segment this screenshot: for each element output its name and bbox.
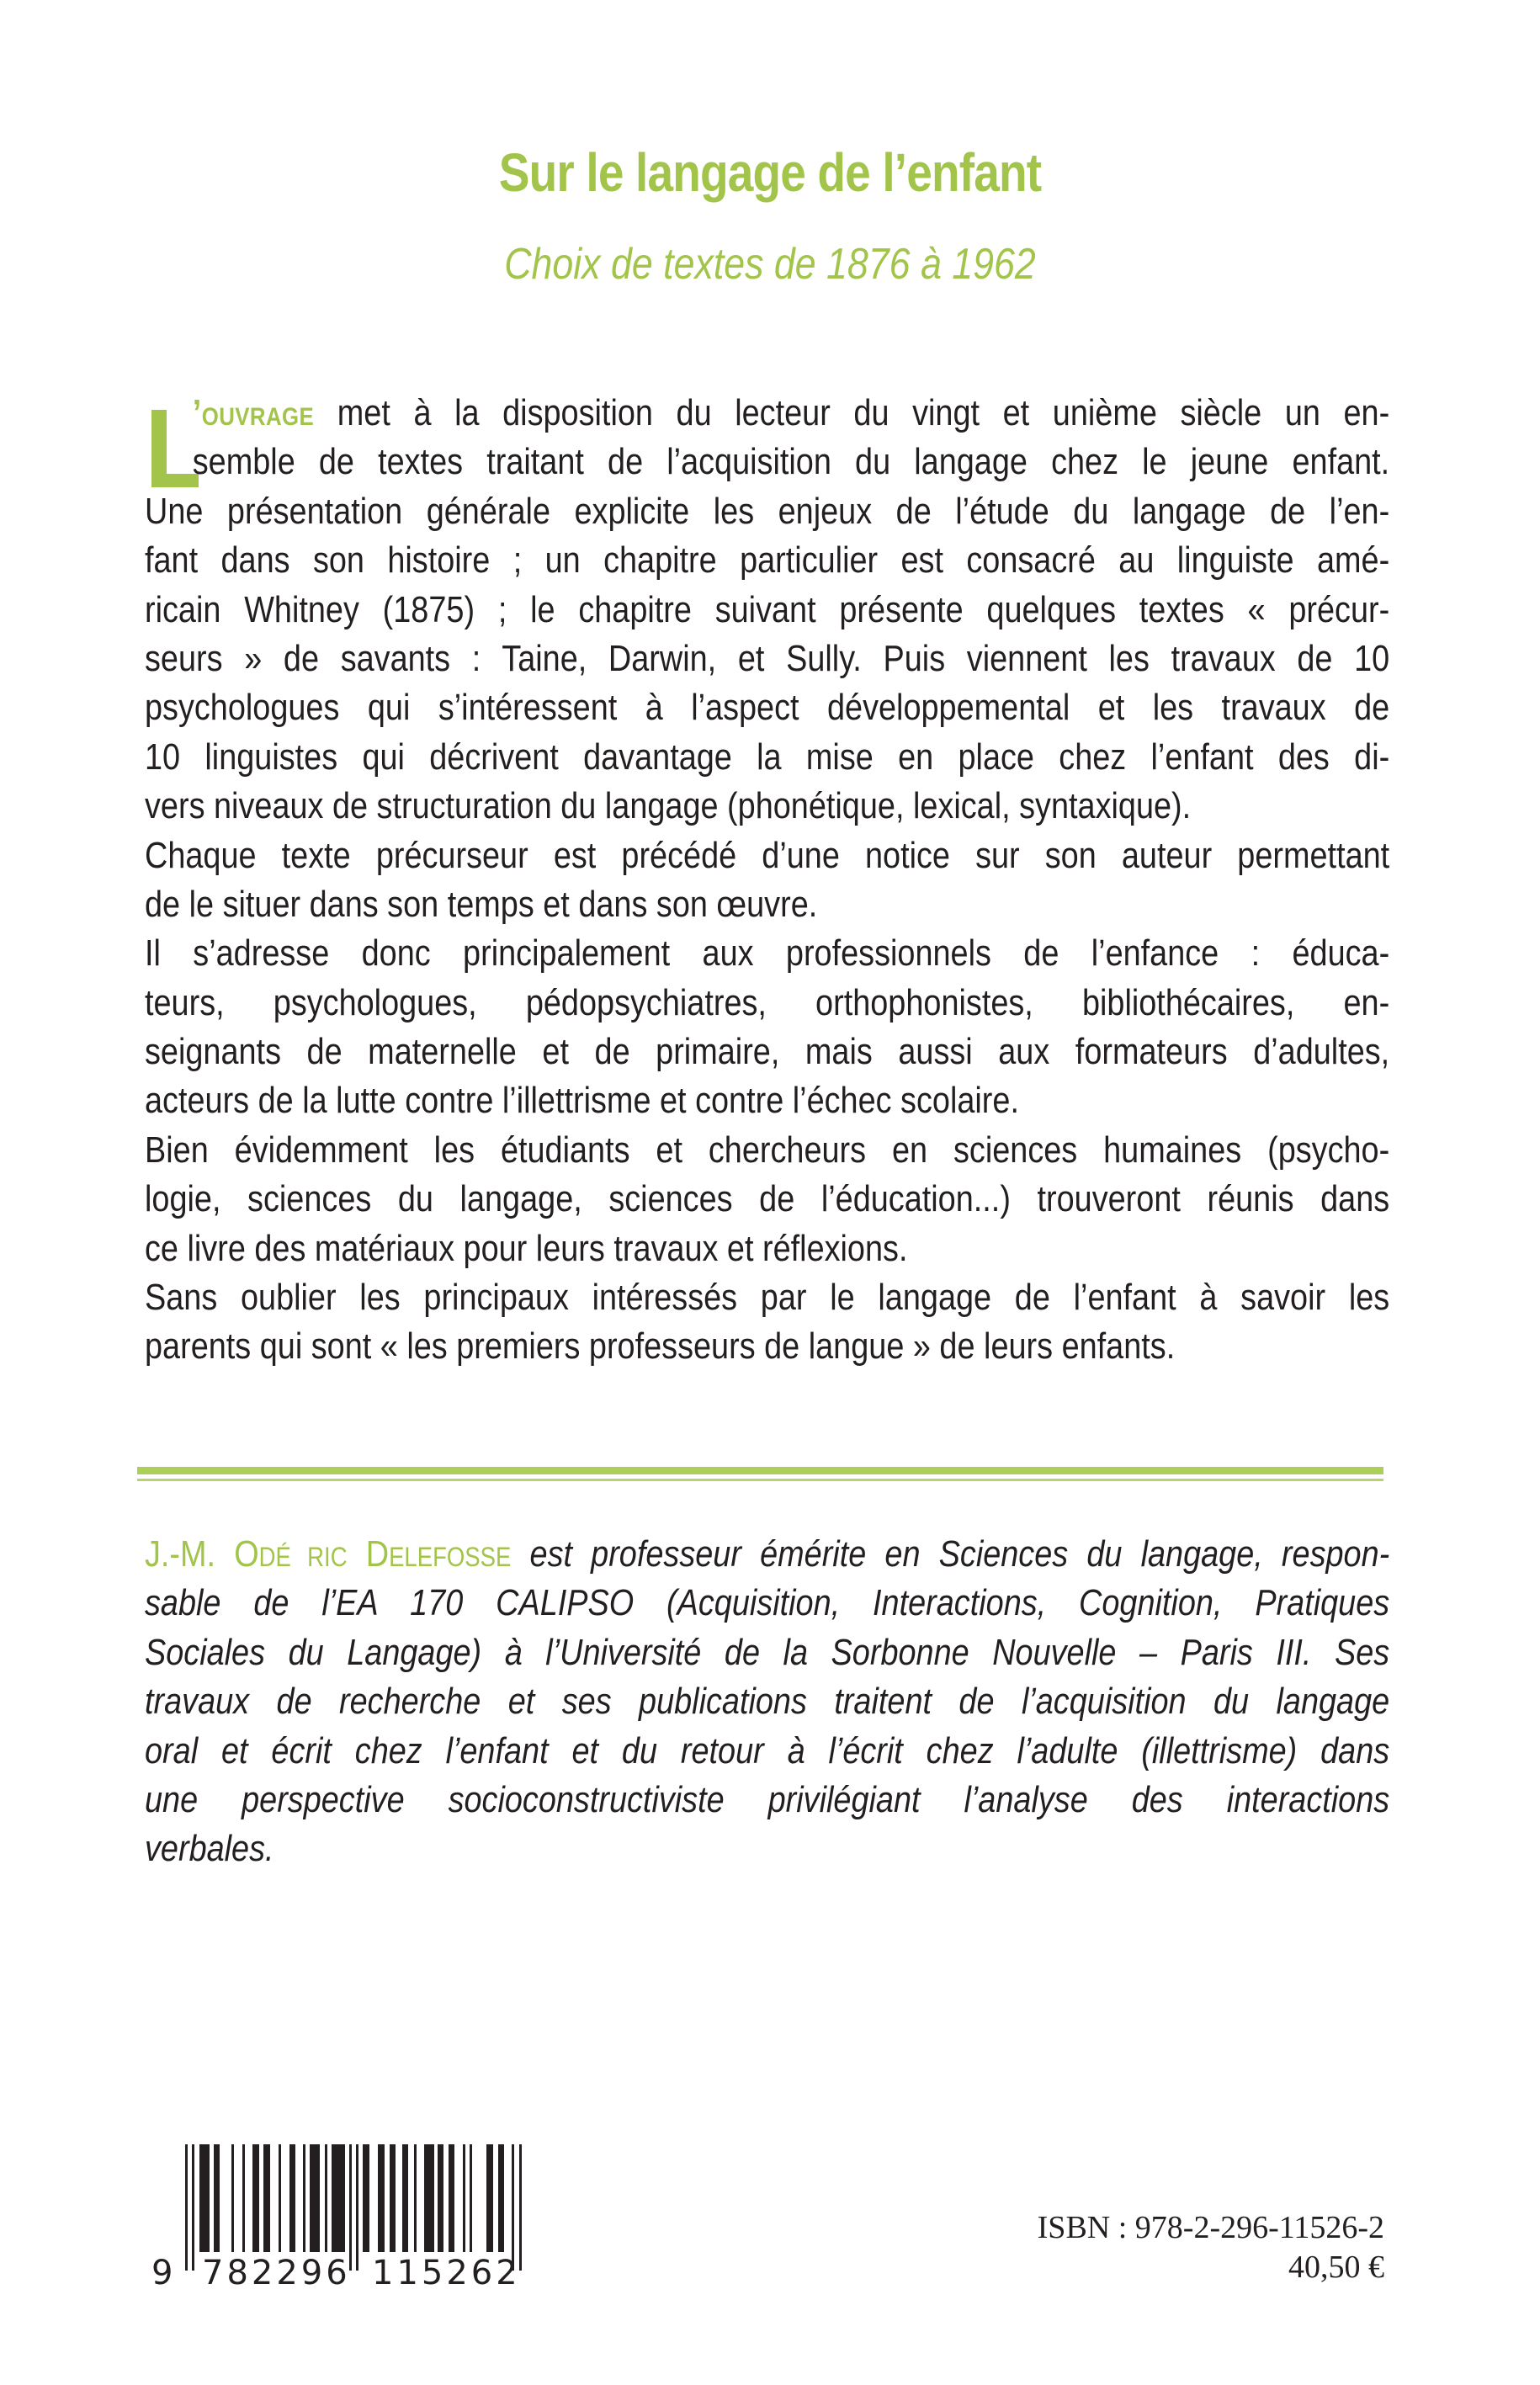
blurb-line — [145, 438, 1389, 486]
bio-line: oral et écrit chez l’enfant et du retour à l’écrit chez l’adulte (illettrisme) dans — [145, 1729, 1390, 1771]
blurb-line: seurs » de savants : Taine, Darwin, et Sully. Puis viennent les travaux de 10 — [145, 637, 1390, 679]
blurb-lead: ’OUVRAGE — [192, 392, 315, 433]
blurb-line: psychologues qui s’intéressent à l’aspect développemental et les travaux de — [145, 687, 1390, 729]
isbn: ISBN : 978-2-296-11526-2 — [1037, 2210, 1384, 2245]
bio-line: sable de l’EA 170 CALIPSO (Acquisition, Interactions, Cognition, Pratiques — [145, 1582, 1390, 1624]
blurb-line: de le situer dans son temps et dans son œuvre. — [145, 883, 818, 925]
bio-line: Sociales du Langage) à l’Université de la Sorbonne Nouvelle – Paris III. Ses — [145, 1631, 1390, 1673]
blurb-line: ricain Whitney (1875) ; le chapitre suivant présente quelques textes « précur- — [145, 588, 1390, 630]
blurb-line: logie, sciences du langage, sciences de l’éducation...) trouveront réunis dans — [145, 1178, 1390, 1220]
blurb-line: Il s’adresse donc principalement aux professionnels de l’enfance : éduca- — [145, 932, 1390, 975]
blurb-line-text: met à la disposition du lecteur du vingt et unième siècle un en- — [314, 392, 1390, 433]
blurb-line-text: semble de textes traitant de l’acquisition du langage chez le jeune enfant. — [192, 441, 1390, 483]
bio-line: verbales. — [145, 1828, 274, 1870]
book-subtitle: Choix de textes de 1876 à 1962 — [504, 240, 1036, 289]
blurb-line: parents qui sont « les premiers professeurs de langue » de leurs enfants. — [145, 1325, 1176, 1368]
blurb-line: Chaque texte précurseur est précédé d’une notice sur son auteur permettant — [145, 834, 1390, 876]
blurb-line: teurs, psychologues, pédopsychiatres, orthophonistes, bibliothécaires, en- — [145, 981, 1390, 1023]
blurb-line: Bien évidemment les étudiants et chercheurs en sciences humaines (psycho- — [145, 1129, 1390, 1171]
blurb-line: ce livre des matériaux pour leurs travaux et réflexions. — [145, 1227, 908, 1269]
blurb-line: Une présentation générale explicite les enjeux de l’étude du langage de l’en- — [145, 490, 1390, 532]
author-bio — [145, 1530, 1389, 1874]
author-name: J.-M. ODÉ RIC DELEFOSSE — [145, 1533, 512, 1575]
bio-line-text: est professeur émérite en Sciences du langage, respon- — [511, 1533, 1390, 1575]
barcode-right-digits: 115262 — [372, 2254, 521, 2292]
blurb-line: fant dans son histoire ; un chapitre particulier est consacré au linguiste amé- — [145, 539, 1390, 582]
barcode-first-digit: 9 — [151, 2254, 177, 2292]
book-title: Sur le langage de l’enfant — [498, 142, 1042, 203]
bio-line: travaux de recherche et ses publications traitent de l’acquisition du langage — [145, 1681, 1390, 1723]
blurb-line: acteurs de la lutte contre l’illettrisme et contre l’échec scolaire. — [145, 1080, 1019, 1122]
blurb — [145, 389, 1389, 1372]
barcode-bars-icon — [185, 2144, 523, 2271]
blurb-line: seignants de maternelle et de primaire, mais aussi aux formateurs d’adultes, — [145, 1031, 1390, 1073]
separator-thick — [137, 1467, 1383, 1474]
separator-thin — [137, 1479, 1383, 1481]
barcode-left-digits: 782296 — [202, 2254, 351, 2292]
blurb-line: vers niveaux de structuration du langage (phonétique, lexical, syntaxique). — [145, 785, 1192, 827]
bio-line: une perspective socioconstructiviste privilégiant l’analyse des interactions — [145, 1778, 1390, 1820]
blurb-line: Sans oublier les principaux intéressés par le langage de l’enfant à savoir les — [145, 1277, 1390, 1319]
blurb-line: 10 linguistes qui décrivent davantage la mise en place chez l’enfant des di- — [145, 736, 1390, 778]
price: 40,50 € — [1288, 2250, 1384, 2285]
bio-line — [145, 1530, 1389, 1579]
blurb-line — [145, 389, 1389, 438]
